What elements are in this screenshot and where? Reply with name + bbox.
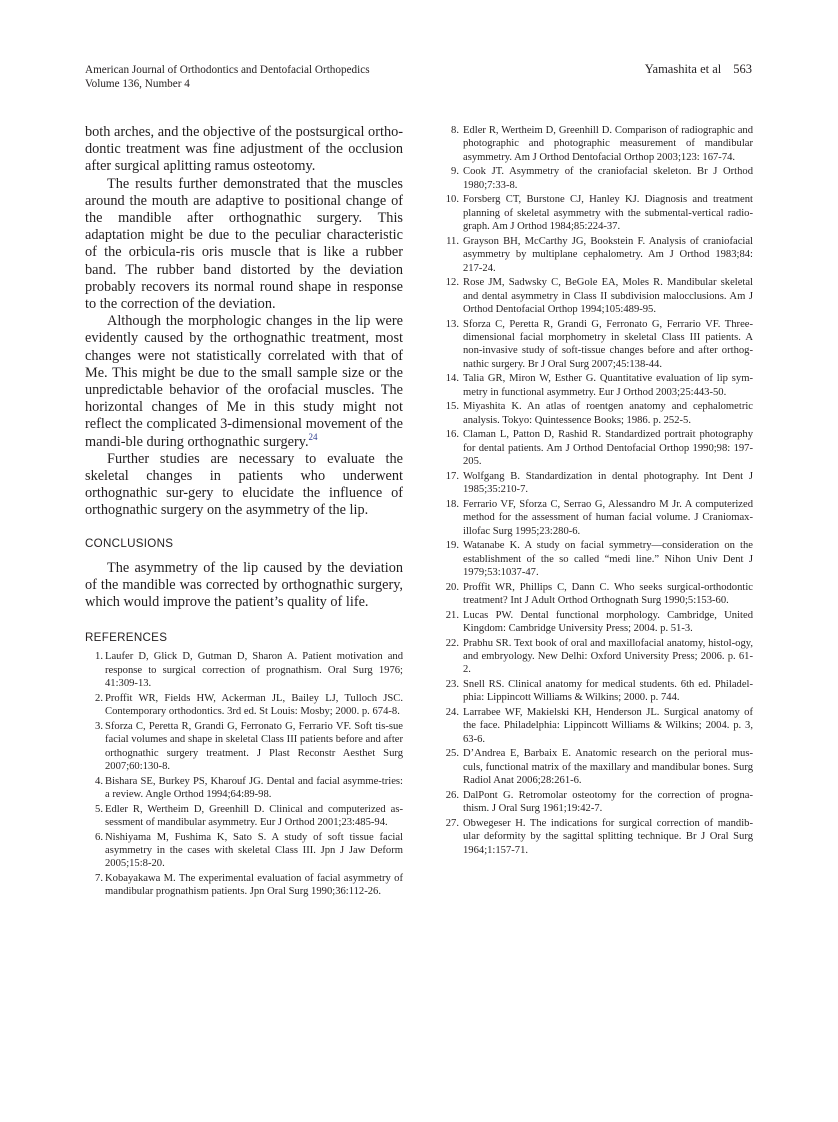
reference-number: 18. [445,498,459,510]
reference-number: 15. [445,401,459,413]
reference-text: Kobayakawa M. The experimental evaluation of facial asymmetry of mandibular prognathism patients. Jpn Oral Surg 1990;36:112-26. [105,872,403,898]
reference-text: Nishiyama M, Fushima K, Sato S. A study of soft tissue facial asymmetry in the cases with skeletal Class III. Jpn J Jaw Deform 2005;15:8-20. [105,831,403,870]
journal-title: American Journal of Orthodontics and Dentofacial Orthopedics [85,64,370,76]
reference-number: 11. [446,235,459,247]
citation-superscript[interactable]: 24 [308,431,318,442]
reference-item [439,400,753,427]
reference-number: 13. [445,318,459,330]
reference-number: 14. [445,373,459,385]
references-list-right [439,124,753,857]
reference-item [85,692,403,719]
body-paragraph: The results further demonstrated that the muscles around the mouth are adaptive to positional change of the mandible after orthognathic surgery. This adaptation might be due to the peculiar characteristic of the orbicula-ris oris muscle that is like a rubber band. The rubber band distorted by the deviation probably recovers its normal round shape in response to the correction of the deviation. [85,175,403,313]
reference-text: Claman L, Patton D, Rashid R. Standardized portrait photography for dental patients. Am J Orthod Dentofacial Orthop 1990;98: 197-205. [463,429,753,468]
reference-item [439,637,753,677]
reference-number: 21. [445,609,459,621]
reference-text: Edler R, Wertheim D, Greenhill D. Comparison of radiographic and photographic and photographic measurement of mandibular asymmetry. Am J Orthod Dentofacial Orthop 2003;123: 167-74. [463,125,753,163]
reference-number: 20. [445,581,459,593]
reference-text: DalPont G. Retromolar osteotomy for the correction of progna-thism. J Oral Surg 1961;19:42-7. [463,789,753,815]
reference-number: 4. [95,775,103,787]
reference-text: Lucas PW. Dental functional morphology. Cambridge, United Kingdom: Cambridge University Press; 2004. p. 51-3. [463,609,753,635]
reference-number: 19. [445,540,459,552]
journal-volume: Volume 136, Number 4 [85,78,190,90]
reference-item [439,817,753,857]
reference-item [439,470,753,497]
reference-number: 7. [95,872,103,884]
reference-item [85,872,403,899]
reference-item [439,235,753,275]
reference-number: 2. [95,692,103,704]
reference-number: 26. [445,789,459,801]
reference-item [439,678,753,705]
reference-number: 12. [445,277,459,289]
reference-number: 27. [445,817,459,829]
reference-number: 17. [445,470,459,482]
reference-text: Edler R, Wertheim D, Greenhill D. Clinical and computerized as-sessment of mandibular asymmetry. Eur J Orthod 2001;23:485-94. [105,803,403,828]
article-authors: Yamashita et al [644,62,722,76]
references-list-left [85,650,403,898]
right-column [439,124,753,858]
reference-text: Proffit WR, Phillips C, Dann C. Who seeks surgical-orthodontic treatment? Int J Adult Orthod Orthognath Surg 1990;5:153-60. [463,581,753,607]
body-paragraph [85,313,403,451]
references-heading: REFERENCES [85,631,168,645]
reference-text: Sforza C, Peretta R, Grandi G, Ferronato G, Ferrario VF. Soft tis-sue facial volumes and shape in skeletal Class III patients before and after orthognathic surgery treatment. J Plast Reconstr Aesthet Surg 2007;60:130-8. [105,720,403,772]
reference-number: 5. [95,803,103,815]
reference-item [439,428,753,468]
reference-item [439,165,753,192]
body-paragraph: both arches, and the objective of the postsurgical ortho-dontic treatment was fine adjustment of the occlusion after surgical aplitting ramus osteotomy. [85,124,403,175]
reference-number: 9. [451,166,459,178]
reference-item [439,276,753,316]
page-number: 563 [733,62,752,76]
reference-number: 23. [445,679,459,691]
reference-number: 16. [445,429,459,441]
reference-text: Larrabee WF, Makielski KH, Henderson JL. Surgical anatomy of the face. Philadelphia: Lippincott Williams & Wilkins; 2004. p. 3, 63-6. [463,707,753,745]
reference-number: 6. [95,831,103,843]
reference-text: Sforza C, Peretta R, Grandi G, Ferronato G, Ferrario VF. Three-dimensional facial morphometry in skeletal Class III patients. A non-invasive study of soft-tissue changes before and after orthog-nathic surgery. Br J Oral Surg 2007;45:138-44. [463,318,753,370]
reference-item [85,775,403,802]
reference-item [439,539,753,579]
reference-text: Wolfgang B. Standardization in dental photography. Int Dent J 1985;35:210-7. [463,470,753,496]
reference-item [85,803,403,830]
reference-text: Laufer D, Glick D, Gutman D, Sharon A. Patient motivation and response to surgical correction of prognathism. Oral Surg 1976; 41:309-13. [105,651,403,690]
reference-text: Watanabe K. A study on facial symmetry—consideration on the establishment of the so called “medi line.” Nihon Univ Dent J 1979;53:1037-47. [463,540,753,579]
reference-text: Miyashita K. An atlas of roentgen anatomy and cephalometric analysis. Tokyo: Quintessence Books; 1986. p. 252-5. [463,401,753,426]
reference-text: Rose JM, Sadwsky C, BeGole EA, Moles R. Mandibular skeletal and dental asymmetry in Class II subdivision malocclusions. Am J Orthod Dentofacial Orthop 1994;105:489-95. [463,277,753,316]
conclusions-heading: CONCLUSIONS [85,536,174,550]
reference-item [85,720,403,774]
reference-item [439,124,753,164]
conclusions-text: The asymmetry of the lip caused by the deviation of the mandible was corrected by orthognathic surgery, which would improve the patient’s quality of life. [85,559,403,611]
reference-text: Bishara SE, Burkey PS, Kharouf JG. Dental and facial asymme-tries: a review. Angle Orthod 1994;64:89-98. [105,775,403,800]
reference-item [439,372,753,399]
reference-text: Snell RS. Clinical anatomy for medical students. 6th ed. Philadel-phia: Lippincott Williams & Wilkins; 2000. p. 744. [463,679,753,704]
running-header [85,63,370,91]
reference-item [85,831,403,871]
reference-text: Grayson BH, McCarthy JG, Bookstein F. Analysis of craniofacial asymmetry by multiplane cephalometry. Am J Orthod 1983;84: 217-24. [463,235,753,274]
reference-text: D’Andrea E, Barbaix E. Anatomic research on the perioral mus-culs, functional matrix of the maxillary and mandibular bones. Surg Radiol Anat 2006;28:261-6. [463,748,753,787]
reference-text: Forsberg CT, Burstone CJ, Hanley KJ. Diagnosis and treatment planning of skeletal asymmetry with the submental-vertical radio-graph. Am J Orthod 1984;85:224-37. [463,194,753,233]
reference-text: Proffit WR, Fields HW, Ackerman JL, Bailey LJ, Tulloch JSC. Contemporary orthodontics. 3rd ed. St Louis: Mosby; 2000. p. 674-8. [105,692,403,718]
reference-number: 24. [445,707,459,719]
reference-item [439,609,753,636]
left-column [85,124,403,900]
body-paragraph: Further studies are necessary to evaluate the skeletal changes in patients who underwent orthognathic sur-gery to elucidate the influence of orthognathic surgery on the asymmetry of the lip. [85,450,403,519]
reference-number: 22. [445,637,459,649]
reference-number: 25. [445,748,459,760]
reference-item [439,706,753,746]
reference-item [439,747,753,787]
body-paragraph-text: Although the morphologic changes in the lip were evidently caused by the orthognathic treatment, most changes were not statistically correlated with that of Me. This might be due to the small sample size or the unpredictable behavior of the orofacial muscles. The horizontal changes of Me in this study might not reflect the complicated 3-dimensional movement of the mandi-ble during orthognathic surgery. [85,313,403,450]
reference-text: Talia GR, Miron W, Esther G. Quantitative evaluation of lip sym-metry in functional asymmetry. Eur J Orthod 2003;25:443-50. [463,373,753,398]
reference-text: Cook JT. Asymmetry of the craniofacial skeleton. Br J Orthod 1980;7:33-8. [463,166,753,191]
reference-number: 3. [95,720,103,732]
reference-text: Prabhu SR. Text book of oral and maxillofacial anatomy, histol-ogy, and embryology. New Delhi: Oxford University Press; 2006. p. 61-2. [463,637,753,676]
reference-text: Ferrario VF, Sforza C, Serrao G, Alessandro M Jr. A computerized method for the assessment of human facial volume. J Craniomax-illofac Surg 1995;23:280-6. [463,498,753,537]
reference-number: 8. [451,125,459,136]
running-header-right [645,62,752,77]
reference-item [439,498,753,538]
reference-item [439,581,753,608]
reference-item [439,318,753,372]
reference-number: 1. [95,651,103,663]
reference-item [85,650,403,690]
reference-item [439,789,753,816]
reference-item [439,193,753,233]
reference-text: Obwegeser H. The indications for surgical correction of mandib-ular deformity by the sagittal splitting technique. Br J Oral Surg 1964;1:157-71. [463,817,753,856]
reference-number: 10. [445,194,459,206]
